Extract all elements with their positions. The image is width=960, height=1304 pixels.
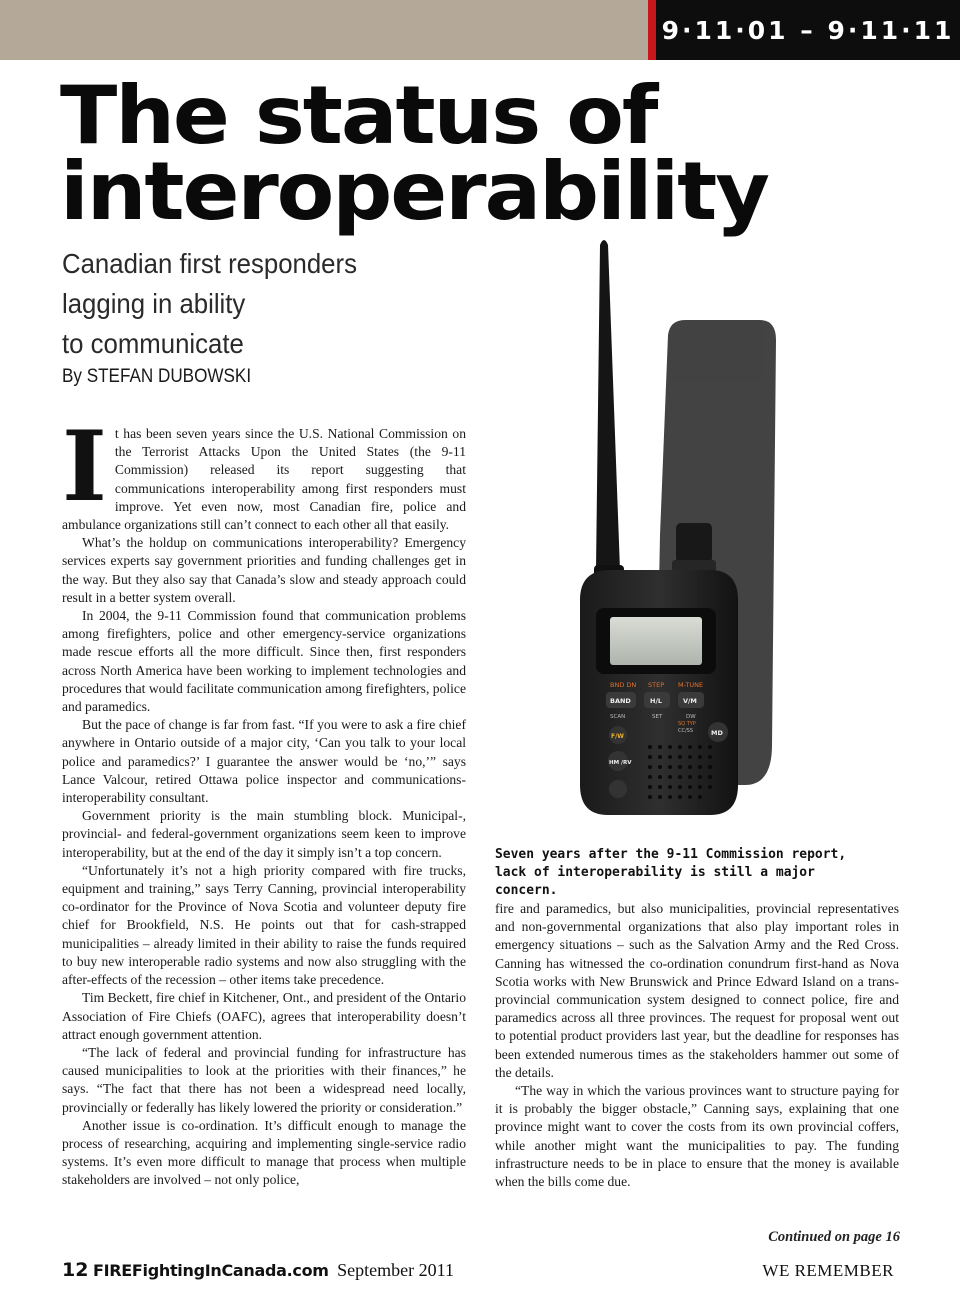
antenna [596, 240, 620, 570]
label-dw: DW [686, 714, 696, 720]
section-name: WE REMEMBER [762, 1261, 894, 1280]
lcd-screen [610, 617, 702, 665]
paragraph-7: Tim Beckett, fire chief in Kitchener, Ont., and president of the Ontario Association of Fire Chiefs (OAFC), agrees that interoperability doesn’t attract enough government attention. [62, 990, 466, 1042]
page-number: 12 [62, 1259, 89, 1281]
issue-date: September 2011 [337, 1260, 454, 1280]
hm-rv-button: HM /RV [609, 760, 632, 766]
paragraph-6: “Unfortunately it’s not a high priority compared with fire trucks, equipment and training,” says Terry Canning, provincial interoperability co-ordinator for the Province of Nova Scotia and volunteer deputy fire chief for Brookfield, N.S. He points out that for cash-strapped municipalities – already limited in their ability to raise the funds required to buy new interoperable radio systems and now also struggling with the after-effects of the recession – other items take precedence. [62, 862, 466, 988]
drop-cap: I [62, 410, 107, 523]
headline-line-2: interoperability [60, 145, 768, 238]
headline [60, 69, 768, 238]
volume-knob [676, 523, 712, 563]
paragraph-11: “The way in which the various provinces want to structure paying for it is probably the bigger obstacle,” Canning says, explaining that one province might want to cover the costs from its own provincial coffers, while another might want the municipalities to pay. The funding infrastructure needs to be in place to ensure that the money is available when the bills come due. [495, 1083, 899, 1190]
byline: By STEFAN DUBOWSKI [62, 366, 252, 387]
paragraph-4: But the pace of change is far from fast. “If you were to ask a fire chief anywhere in Ontario outside of a major city, ‘Can you talk to your local police and paramedics?’ I guarantee the answer would be ‘no,’” says Lance Valcour, retired Ottawa police inspector and communications-interoperability consultant. [62, 717, 466, 806]
dek-line-1: Canadian first responders [62, 248, 357, 279]
article-column-left [62, 410, 466, 1190]
md-button: MD [711, 729, 723, 737]
site-name[interactable]: FIREFightingInCanada.com [92, 1261, 329, 1280]
paragraph-1: It has been seven years since the U.S. National Commission on the Terrorist Attacks Upon the United States (the 9-11 Commission) released its report suggesting that communications interoperability among first responders must improve. Yet even now, most Canadian fire, police and ambulance organizations still can’t connect to each other all that easily. [62, 410, 466, 533]
dek [62, 244, 393, 364]
vm-button: V/M [683, 697, 697, 705]
footer-folio [62, 1259, 454, 1281]
headline-line-1: The status of [60, 69, 657, 162]
fw-button: F/W [611, 733, 624, 740]
article-column-right [495, 900, 899, 1191]
paragraph-10: fire and paramedics, but also municipalities, provincial representatives and non-governmental organizations that also play important roles in emergency situations – such as the Salvation Army and the Red Cross. Canning has witnessed the co-ordination conundrum first-hand as Nova Scotia works with New Brunswick and Prince Edward Island on a trans-provincial communication system designed to connect police, fire and paramedics across all three provinces. The request for proposal went out to potential product providers last year, but the deadline for responses has been extended numerous times as the stakeholders hammer out some of the details. [495, 901, 899, 1080]
dek-line-3: to communicate [62, 328, 244, 359]
continued-link[interactable]: Continued on page 16 [768, 1229, 900, 1245]
label-bnd-dn: BND DN [610, 681, 637, 689]
label-m-tune: M-TUNE [678, 681, 704, 689]
paragraph-8: “The lack of federal and provincial funding for infrastructure has caused municipalities to look at the priorities with their finances,” he says. “The fact that there has not been a widespread need locally, provincially or federally has likely lowered the priority or consideration.” [62, 1044, 466, 1115]
hl-button: H/L [650, 697, 662, 705]
paragraph-2: What’s the holdup on communications interoperability? Emergency services experts say government priorities and funding challenges get in the way. But they also say that Canada’s slow and steady approach could result in a better system overall. [62, 535, 466, 605]
header-red-stripe [648, 0, 656, 60]
band-button: BAND [610, 697, 631, 705]
photo-caption: Seven years after the 9-11 Commission report, lack of interoperability is still a major concern. [495, 846, 847, 898]
section-tag: 9·11·01 – 9·11·11 [661, 16, 955, 45]
paragraph-3: In 2004, the 9-11 Commission found that communication problems among firefighters, police and other emergency-service organizations made rescue efforts all the more difficult. Since then, first responders across North America have been working to implement technologies and procedures that would facilitate communication among firefighters, police and paramedics. [62, 608, 466, 715]
paragraph-5: Government priority is the main stumbling block. Municipal-, provincial- and federal-government organizations seem keen to improve interoperability, but at the end of the day it simply isn’t a top concern. [62, 808, 466, 860]
label-step: STEP [648, 681, 665, 689]
paragraph-9: Another issue is co-ordination. It’s difficult enough to manage the process of researching, acquiring and implementing single-service radio systems. It’s even more difficult to manage that process when multiple stakeholders are involved – not only police, [62, 1117, 466, 1188]
label-sq-typ: SQ TYP [678, 721, 696, 727]
dek-line-2: lagging in ability [62, 288, 246, 319]
label-set: SET [652, 714, 663, 720]
label-scan: SCAN [610, 714, 626, 720]
label-cc-ss: CC/SS [678, 728, 694, 734]
radio-photo [540, 225, 900, 825]
header-tan-bar [0, 0, 648, 60]
